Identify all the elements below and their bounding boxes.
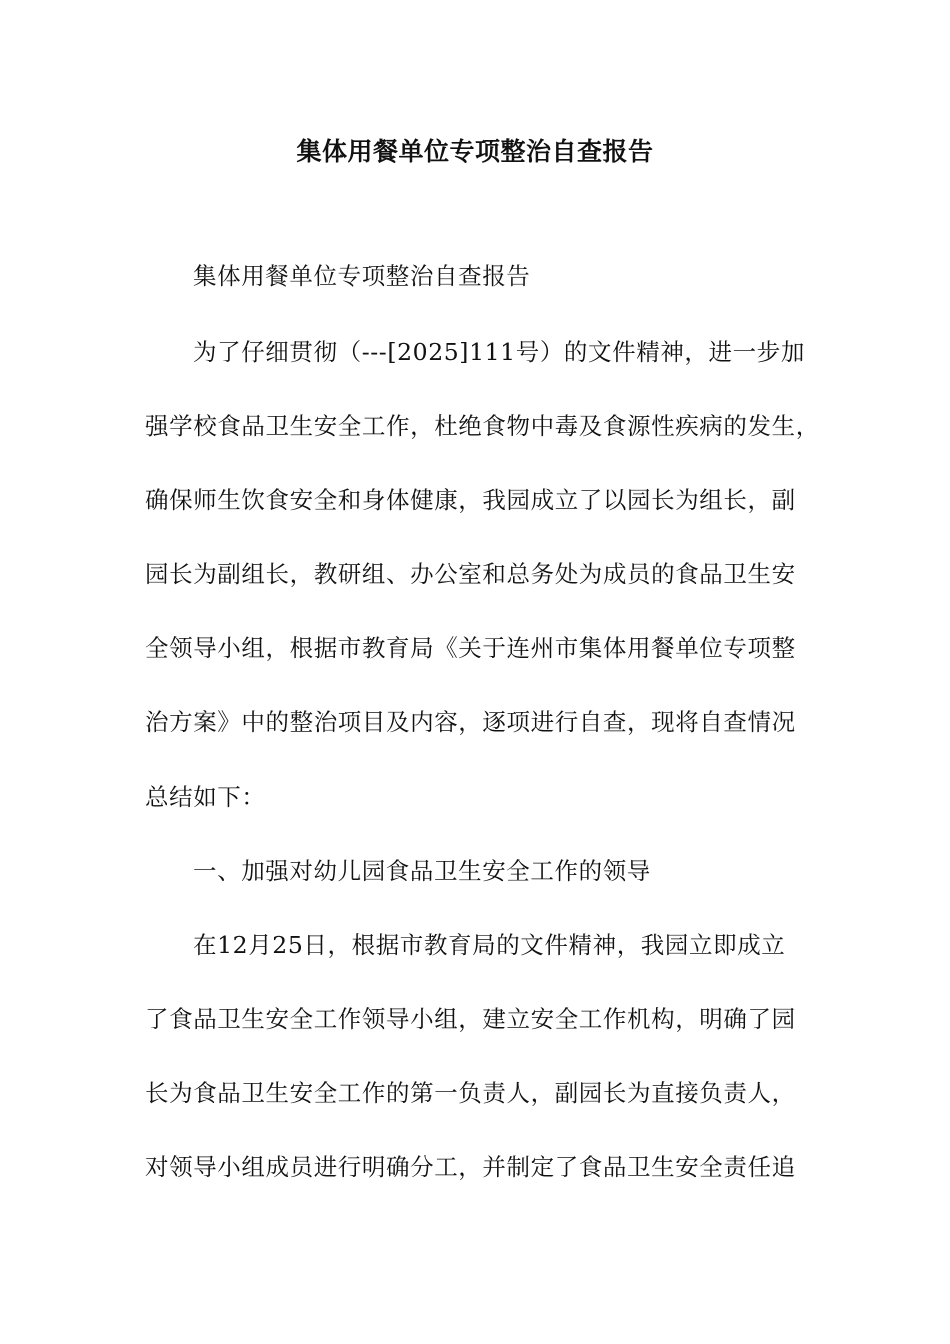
body-line: 长为食品卫生安全工作的第一负责人，副园长为直接负责人， (145, 1079, 796, 1107)
body-line: 强学校食品卫生安全工作，杜绝食物中毒及食源性疾病的发生， (145, 412, 820, 440)
body-line: 治方案》中的整治项目及内容，逐项进行自查，现将自查情况 (145, 708, 796, 736)
body-line: 对领导小组成员进行明确分工，并制定了食品卫生安全责任追 (145, 1153, 796, 1181)
body-line: 为了仔细贯彻（---[2025]111号）的文件精神，进一步加 (193, 338, 805, 366)
body-line: 总结如下： (145, 783, 266, 811)
body-line: 了食品卫生安全工作领导小组，建立安全工作机构，明确了园 (145, 1005, 796, 1033)
body-line: 确保师生饮食安全和身体健康，我园成立了以园长为组长，副 (145, 486, 796, 514)
document-title: 集体用餐单位专项整治自查报告 (296, 137, 654, 166)
body-heading: 集体用餐单位专项整治自查报告 (193, 262, 531, 290)
body-line: 全领导小组，根据市教育局《关于连州市集体用餐单位专项整 (145, 634, 796, 662)
body-line: 园长为副组长，教研组、办公室和总务处为成员的食品卫生安 (145, 560, 796, 588)
section-heading: 一、加强对幼儿园食品卫生安全工作的领导 (193, 857, 651, 885)
body-line: 在12月25日，根据市教育局的文件精神，我园立即成立 (193, 931, 786, 959)
